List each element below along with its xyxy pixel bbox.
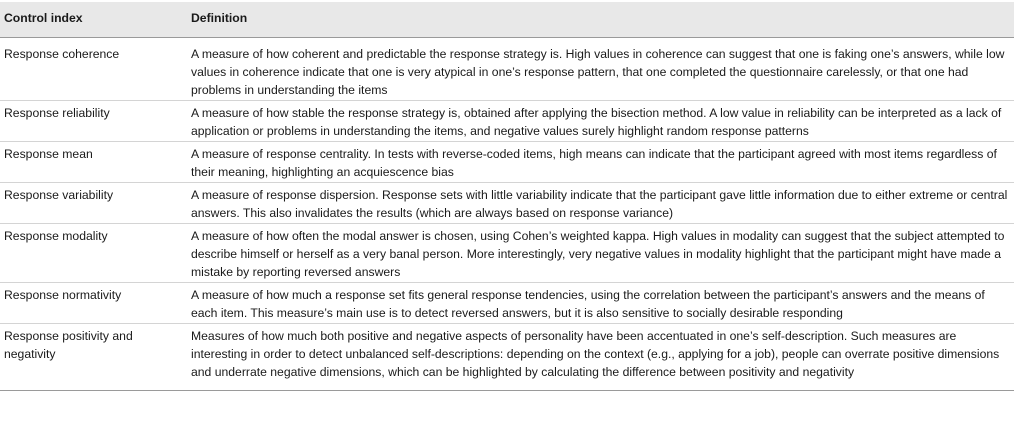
definition-cell: A measure of how often the modal answer is chosen, using Cohen’s weighted kappa. High values in modality can suggest that the subject attempted to describe himself or herself as a very banal person. More interestingly, very negative values in modality highlight that the participant might have made a mistake by reporting reversed answers bbox=[190, 224, 1014, 283]
table-row bbox=[0, 38, 1014, 101]
definition-cell: A measure of response dispersion. Response sets with little variability indicate that the participant gave little information due to either extreme or central answers. This also invalidates the results (which are always based on response variance) bbox=[190, 183, 1014, 224]
header-definition: Definition bbox=[190, 2, 1014, 38]
definition-cell: A measure of response centrality. In tests with reverse-coded items, high means can indicate that the participant agreed with most items regardless of their meaning, highlighting an acquiescence bias bbox=[190, 142, 1014, 183]
control-index-cell: Response mean bbox=[0, 142, 190, 183]
table-row bbox=[0, 101, 1014, 142]
table-header bbox=[0, 2, 1014, 38]
definition-cell: A measure of how much a response set fits general response tendencies, using the correlation between the participant’s answers and the means of each item. This measure’s main use is to detect reversed answers, but it is also sensitive to socially desirable responding bbox=[190, 283, 1014, 324]
table-row bbox=[0, 183, 1014, 224]
definition-cell: A measure of how stable the response strategy is, obtained after applying the bisection method. A low value in reliability can be interpreted as a lack of application or problems in understanding the items, and negative values surely highlight random response patterns bbox=[190, 101, 1014, 142]
header-control-index: Control index bbox=[0, 2, 190, 38]
table-row bbox=[0, 324, 1014, 391]
table-row bbox=[0, 224, 1014, 283]
definition-cell: A measure of how coherent and predictable the response strategy is. High values in coherence can suggest that one is faking one’s answers, while low values in coherence indicate that one is very atypical in one’s response pattern, that one completed the questionnaire carelessly, or that one had problems in understanding the items bbox=[190, 38, 1014, 101]
header-row bbox=[0, 2, 1014, 38]
control-index-cell: Response modality bbox=[0, 224, 190, 283]
control-index-table bbox=[0, 2, 1014, 391]
control-index-cell: Response coherence bbox=[0, 38, 190, 101]
table-body bbox=[0, 38, 1014, 391]
definition-cell: Measures of how much both positive and negative aspects of personality have been accentuated in one’s self-description. Such measures are interesting in order to detect unbalanced self-descriptions: depending on the context (e.g., applying for a job), people can overrate positive dimensions and underrate negative dimensions, which can be highlighted by calculating the difference between positivity and negativity bbox=[190, 324, 1014, 391]
control-index-cell: Response variability bbox=[0, 183, 190, 224]
control-index-cell: Response positivity and negativity bbox=[0, 324, 190, 391]
control-index-cell: Response normativity bbox=[0, 283, 190, 324]
table-row bbox=[0, 283, 1014, 324]
table-row bbox=[0, 142, 1014, 183]
control-index-cell: Response reliability bbox=[0, 101, 190, 142]
